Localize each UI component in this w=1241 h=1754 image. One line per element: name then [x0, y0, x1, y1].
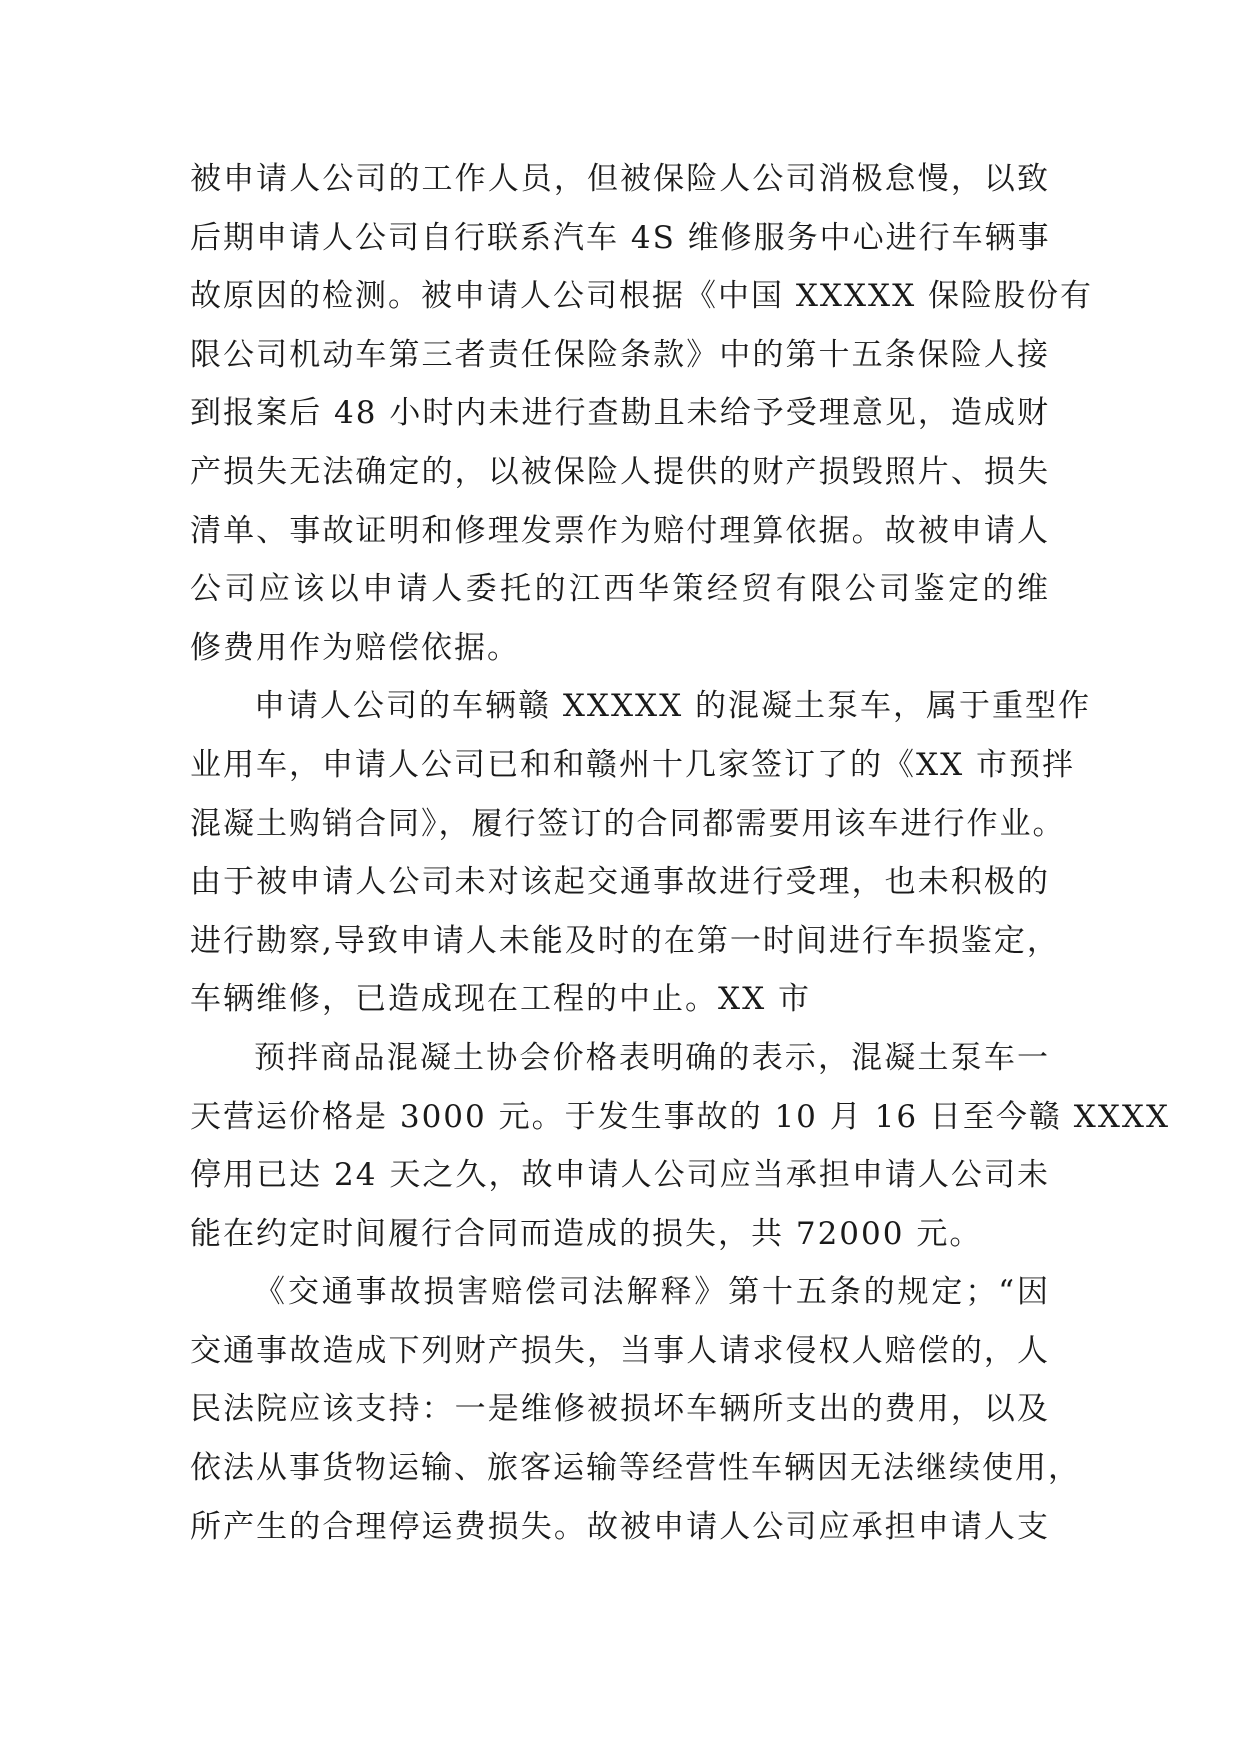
- text-line: 所产生的合理停运费损失。故被申请人公司应承担申请人支: [190, 1508, 1050, 1545]
- text-line: 民法院应该支持：一是维修被损坏车辆所支出的费用，以及: [190, 1391, 1050, 1428]
- text-line: 交通事故造成下列财产损失，当事人请求侵权人赔偿的，人: [190, 1332, 1050, 1369]
- text-line: 清单、事故证明和修理发票作为赔付理算依据。故被申请人: [190, 512, 1050, 549]
- text-line: 产损失无法确定的，以被保险人提供的财产损毁照片、损失: [190, 453, 1050, 490]
- text-line: 能在约定时间履行合同而造成的损失，共 72000 元。: [190, 1215, 983, 1252]
- text-line: 修费用作为赔偿依据。: [190, 629, 520, 666]
- text-line: 公司应该以申请人委托的江西华策经贸有限公司鉴定的维: [190, 571, 1050, 608]
- text-line: 到报案后 48 小时内未进行查勘且未给予受理意见，造成财: [190, 395, 1050, 432]
- text-line: 限公司机动车第三者责任保险条款》中的第十五条保险人接: [190, 336, 1050, 373]
- document-body: [190, 150, 1171, 1556]
- text-line: 混凝土购销合同》，履行签订的合同都需要用该车进行作业。: [190, 805, 1066, 842]
- text-line: 被申请人公司的工作人员，但被保险人公司消极怠慢，以致: [190, 161, 1050, 197]
- text-line: 天营运价格是 3000 元。于发生事故的 10 月 16 日至今赣 XXXX: [190, 1098, 1171, 1135]
- text-line: 故原因的检测。被申请人公司根据《中国 XXXXX 保险股份有: [190, 278, 1094, 315]
- text-line: 由于被申请人公司未对该起交通事故进行受理，也未积极的: [190, 864, 1050, 901]
- text-line: 依法从事货物运输、旅客运输等经营性车辆因无法继续使用，: [190, 1450, 1081, 1487]
- text-line: 业用车，申请人公司已和和赣州十几家签订了的《XX 市预拌: [190, 746, 1075, 783]
- text-line: 车辆维修，已造成现在工程的中止。XX 市: [190, 981, 811, 1018]
- text-line: 停用已达 24 天之久，故申请人公司应当承担申请人公司未: [190, 1157, 1050, 1194]
- paragraph-first-line: 申请人公司的车辆赣 XXXXX 的混凝土泵车，属于重型作: [254, 688, 1092, 725]
- text-line: 后期申请人公司自行联系汽车 4S 维修服务中心进行车辆事: [190, 219, 1051, 256]
- text-line: 进行勘察,导致申请人未能及时的在第一时间进行车损鉴定，: [190, 922, 1060, 959]
- paragraph-first-line: 预拌商品混凝土协会价格表明确的表示，混凝土泵车一: [254, 1039, 1050, 1076]
- paragraph-first-line: 《交通事故损害赔偿司法解释》第十五条的规定；“因: [254, 1274, 1050, 1311]
